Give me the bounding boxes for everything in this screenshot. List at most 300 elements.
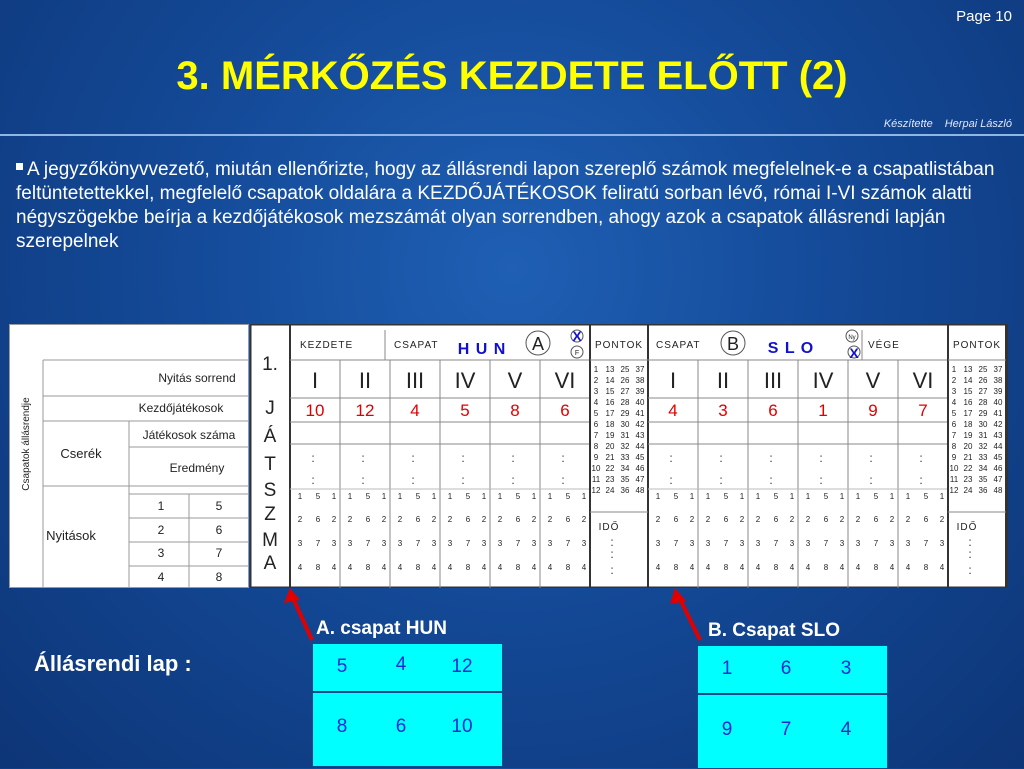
roman-numeral: I (311, 368, 319, 393)
points-number: 13 (963, 365, 973, 374)
points-number: 35 (620, 475, 630, 484)
rotation-number: 2 (805, 515, 811, 524)
rotation-number: 2 (431, 515, 437, 524)
sheet-row-label: Kezdőjátékosok (138, 401, 224, 415)
points-number: 28 (978, 398, 988, 407)
points-number: 22 (605, 464, 615, 473)
points-number: 12 (591, 486, 601, 495)
colon-dot: : (610, 535, 614, 549)
rotation-number: 3 (739, 539, 745, 548)
rotation-number: 4 (497, 563, 503, 572)
rotation-number: 4 (531, 563, 537, 572)
rotation-number: 3 (855, 539, 861, 548)
rotation-number: 5 (673, 492, 679, 501)
points-number: 12 (949, 486, 959, 495)
points-number: 11 (591, 475, 601, 484)
colon-dot: : (968, 547, 972, 561)
slide-title: 3. MÉRKŐZÉS KEZDETE ELŐTT (2) (176, 54, 848, 98)
points-number: 31 (978, 431, 988, 440)
rotation-number: 5 (565, 492, 571, 501)
points-number: 31 (620, 431, 630, 440)
rotation-number: 5 (923, 492, 929, 501)
rotation-number: 8 (873, 563, 879, 572)
rotation-number: 3 (689, 539, 695, 548)
points-number: 26 (620, 376, 630, 385)
points-number: 41 (635, 409, 645, 418)
points-number: 18 (963, 420, 973, 429)
starter-number: 4 (410, 401, 420, 420)
rotation-number: 3 (297, 539, 303, 548)
rotation-number: 5 (723, 492, 729, 501)
sheet-row-label: Nyitás sorrend (158, 371, 236, 385)
lineup-number: 3 (840, 658, 852, 679)
points-number: 33 (978, 453, 988, 462)
points-number: 7 (951, 431, 957, 440)
rotation-number: 6 (723, 515, 729, 524)
points-number: 5 (593, 409, 599, 418)
points-number: 1 (951, 365, 957, 374)
points-number: 19 (963, 431, 973, 440)
starter-number: 9 (868, 401, 878, 420)
points-number: 48 (993, 486, 1003, 495)
points-number: 19 (605, 431, 615, 440)
rotation-number: 7 (723, 539, 729, 548)
points-number: 29 (620, 409, 630, 418)
rotation-number: 1 (939, 492, 945, 501)
colon-dot: : (361, 473, 365, 487)
starter-number: 3 (718, 401, 728, 420)
colon-dot: : (561, 473, 565, 487)
colon-dot: : (819, 451, 823, 465)
set-label-letter: T (264, 454, 276, 475)
sheet-number: 1 (157, 499, 165, 513)
rotation-number: 2 (481, 515, 487, 524)
points-number: 16 (963, 398, 973, 407)
rotation-number: 7 (315, 539, 321, 548)
rotation-number: 5 (365, 492, 371, 501)
rotation-number: 1 (755, 492, 761, 501)
rotation-number: 3 (547, 539, 553, 548)
points-number: 44 (993, 442, 1003, 451)
rotation-number: 4 (855, 563, 861, 572)
rotation-number: 7 (673, 539, 679, 548)
points-number: 30 (620, 420, 630, 429)
sheet-number: 2 (157, 523, 165, 537)
rotation-number: 8 (465, 563, 471, 572)
rotation-number: 6 (823, 515, 829, 524)
points-number: 20 (605, 442, 615, 451)
set-label-letter: Z (264, 504, 276, 525)
colon-dot: : (869, 473, 873, 487)
team-b-name: S L O (767, 340, 815, 357)
rotation-number: 4 (705, 563, 711, 572)
roman-numeral: III (763, 368, 783, 393)
starter-number: 4 (668, 401, 678, 420)
points-number: 8 (951, 442, 957, 451)
points-number: 22 (963, 464, 973, 473)
rotation-number: 3 (655, 539, 661, 548)
colon-dot: : (411, 451, 415, 465)
rotation-number: 5 (873, 492, 879, 501)
rotation-number: 1 (547, 492, 553, 501)
points-number: 35 (978, 475, 988, 484)
rotation-number: 2 (789, 515, 795, 524)
rotation-number: 8 (723, 563, 729, 572)
vege-label: VÉGE (868, 340, 900, 351)
rotation-number: 4 (905, 563, 911, 572)
rotation-number: 6 (923, 515, 929, 524)
rotation-number: 2 (397, 515, 403, 524)
points-number: 26 (978, 376, 988, 385)
ido-label: IDŐ (598, 522, 620, 533)
sheet-number: 5 (215, 499, 223, 513)
points-number: 46 (993, 464, 1003, 473)
rotation-number: 2 (347, 515, 353, 524)
sheet-number: 7 (215, 546, 223, 560)
sheet-row-label: Játékosok száma (142, 428, 236, 442)
page-number: Page 10 (956, 8, 1012, 25)
roman-numeral: IV (812, 368, 834, 393)
points-number: 24 (963, 486, 973, 495)
rotation-number: 2 (939, 515, 945, 524)
rotation-number: 2 (297, 515, 303, 524)
rotation-number: 1 (481, 492, 487, 501)
rotation-number: 1 (739, 492, 745, 501)
colon-dot: : (968, 535, 972, 549)
points-number: 42 (993, 420, 1003, 429)
team-a-label: A. csapat HUN (316, 618, 447, 639)
points-number: 45 (993, 453, 1003, 462)
points-number: 47 (993, 475, 1003, 484)
lineup-number: 7 (780, 719, 792, 740)
sheet-row-label: Cserék (60, 446, 102, 461)
rotation-number: 1 (297, 492, 303, 501)
colon-dot: : (919, 451, 923, 465)
colon-dot: : (968, 563, 972, 577)
points-number: 33 (620, 453, 630, 462)
rotation-number: 1 (689, 492, 695, 501)
rotation-number: 1 (655, 492, 661, 501)
points-number: 27 (620, 387, 630, 396)
points-number: 23 (605, 475, 615, 484)
rotation-number: 7 (773, 539, 779, 548)
points-number: 24 (605, 486, 615, 495)
rotation-number: 5 (515, 492, 521, 501)
box-divider (313, 691, 502, 693)
serve-mark: X (572, 328, 582, 344)
colon-dot: : (311, 451, 315, 465)
rotation-number: 7 (365, 539, 371, 548)
rotation-number: 8 (923, 563, 929, 572)
roman-numeral: VI (912, 368, 934, 393)
rotation-number: 2 (705, 515, 711, 524)
rotation-number: 4 (581, 563, 587, 572)
team-a-name: H U N (457, 341, 507, 358)
rotation-number: 6 (315, 515, 321, 524)
kezdete-label: KEZDETE (300, 340, 354, 351)
roman-numeral: IV (454, 368, 476, 393)
team-b-letter: B (726, 334, 740, 354)
rotation-number: 4 (397, 563, 403, 572)
pontok-label: PONTOK (594, 340, 644, 351)
points-number: 37 (635, 365, 645, 374)
rotation-number: 2 (755, 515, 761, 524)
rotation-number: 4 (889, 563, 895, 572)
rotation-number: 3 (381, 539, 387, 548)
rotation-number: 1 (789, 492, 795, 501)
rotation-number: 2 (889, 515, 895, 524)
points-number: 21 (605, 453, 615, 462)
rotation-number: 4 (297, 563, 303, 572)
rotation-number: 3 (431, 539, 437, 548)
points-number: 34 (620, 464, 630, 473)
points-number: 21 (963, 453, 973, 462)
points-number: 17 (605, 409, 615, 418)
points-number: 2 (593, 376, 599, 385)
rotation-number: 7 (823, 539, 829, 548)
rotation-number: 1 (705, 492, 711, 501)
rotation-number: 6 (873, 515, 879, 524)
rotation-number: 4 (331, 563, 337, 572)
set-label-letter: 1. (262, 354, 278, 375)
colon-dot: : (719, 473, 723, 487)
rotation-number: 5 (823, 492, 829, 501)
rotation-number: 2 (739, 515, 745, 524)
rotation-number: 2 (447, 515, 453, 524)
roman-numeral: VI (554, 368, 576, 393)
rotation-number: 3 (789, 539, 795, 548)
rotation-number: 7 (415, 539, 421, 548)
points-number: 44 (635, 442, 645, 451)
roman-numeral: III (405, 368, 425, 393)
rotation-number: 6 (365, 515, 371, 524)
rotation-number: 4 (689, 563, 695, 572)
points-number: 45 (635, 453, 645, 462)
points-number: 47 (635, 475, 645, 484)
rotation-number: 8 (773, 563, 779, 572)
points-number: 6 (951, 420, 957, 429)
team-a-letter: A (531, 334, 545, 354)
points-number: 40 (993, 398, 1003, 407)
roman-numeral: V (507, 368, 523, 393)
rotation-number: 3 (939, 539, 945, 548)
points-number: 4 (593, 398, 599, 407)
colon-dot: : (511, 451, 515, 465)
rotation-number: 7 (465, 539, 471, 548)
points-number: 32 (620, 442, 630, 451)
points-number: 39 (993, 387, 1003, 396)
colon-dot: : (610, 547, 614, 561)
points-number: 8 (593, 442, 599, 451)
team-a-lineup-box (312, 643, 503, 767)
points-number: 29 (978, 409, 988, 418)
rotation-number: 4 (739, 563, 745, 572)
points-number: 6 (593, 420, 599, 429)
rotation-number: 1 (531, 492, 537, 501)
points-number: 5 (951, 409, 957, 418)
rotation-number: 1 (839, 492, 845, 501)
rotation-number: 8 (315, 563, 321, 572)
rotation-number: 1 (855, 492, 861, 501)
rotation-number: 8 (365, 563, 371, 572)
points-number: 34 (978, 464, 988, 473)
rotation-number: 4 (805, 563, 811, 572)
roman-numeral: I (669, 368, 677, 393)
sheet-side-label: Csapatok állásrendje (21, 397, 32, 491)
rotation-number: 6 (565, 515, 571, 524)
points-number: 30 (978, 420, 988, 429)
rotation-number: 4 (755, 563, 761, 572)
rotation-number: 4 (547, 563, 553, 572)
csapat-label: CSAPAT (656, 340, 701, 351)
rotation-number: 3 (481, 539, 487, 548)
lineup-number: 1 (721, 658, 733, 679)
rotation-number: 1 (905, 492, 911, 501)
colon-dot: : (561, 451, 565, 465)
team-b-label: B. Csapat SLO (708, 620, 840, 641)
sheet-number: 8 (215, 570, 223, 584)
set-label-letter: S (263, 480, 277, 501)
lineup-number: 4 (840, 719, 852, 740)
roman-numeral: II (716, 368, 730, 393)
roman-numeral: V (865, 368, 881, 393)
rotation-number: 6 (465, 515, 471, 524)
rotation-number: 4 (481, 563, 487, 572)
set-label-letter: Á (263, 426, 277, 447)
author-name: Herpai László (944, 118, 1012, 130)
rotation-number: 1 (397, 492, 403, 501)
points-number: 7 (593, 431, 599, 440)
points-number: 36 (978, 486, 988, 495)
colon-dot: : (511, 473, 515, 487)
rotation-number: 6 (673, 515, 679, 524)
rotation-number: 2 (547, 515, 553, 524)
lineup-number: 5 (336, 656, 348, 677)
points-number: 36 (620, 486, 630, 495)
rotation-number: 4 (447, 563, 453, 572)
points-number: 25 (978, 365, 988, 374)
points-number: 38 (635, 376, 645, 385)
colon-dot: : (919, 473, 923, 487)
rotation-number: 5 (415, 492, 421, 501)
points-number: 1 (593, 365, 599, 374)
roman-numeral: II (358, 368, 372, 393)
rotation-number: 4 (431, 563, 437, 572)
author-label: Készítette (883, 118, 933, 130)
points-number: 18 (605, 420, 615, 429)
box-divider (698, 693, 887, 695)
points-number: 3 (951, 387, 957, 396)
pontok-label: PONTOK (952, 340, 1002, 351)
points-number: 4 (951, 398, 957, 407)
points-number: 41 (993, 409, 1003, 418)
rotation-number: 1 (447, 492, 453, 501)
rotation-number: 3 (347, 539, 353, 548)
points-number: 46 (635, 464, 645, 473)
points-number: 32 (978, 442, 988, 451)
points-number: 39 (635, 387, 645, 396)
points-number: 40 (635, 398, 645, 407)
starter-number: 1 (818, 401, 828, 420)
colon-dot: : (361, 451, 365, 465)
starter-number: 6 (768, 401, 778, 420)
set-label-letter: J (265, 398, 275, 419)
points-number: 15 (963, 387, 973, 396)
colon-dot: : (869, 451, 873, 465)
points-number: 10 (591, 464, 601, 473)
sheet-number: 4 (157, 570, 165, 584)
points-number: 20 (963, 442, 973, 451)
points-number: 37 (993, 365, 1003, 374)
rotation-number: 2 (655, 515, 661, 524)
rotation-number: 1 (331, 492, 337, 501)
colon-dot: : (311, 473, 315, 487)
colon-dot: : (669, 473, 673, 487)
colon-dot: : (461, 451, 465, 465)
points-number: 14 (605, 376, 615, 385)
rotation-number: 3 (447, 539, 453, 548)
points-number: 9 (951, 453, 957, 462)
rotation-number: 2 (331, 515, 337, 524)
rotation-number: 1 (805, 492, 811, 501)
ny-mark: Ny (848, 335, 856, 341)
points-number: 10 (949, 464, 959, 473)
points-number: 28 (620, 398, 630, 407)
rotation-number: 5 (773, 492, 779, 501)
rotation-number: 4 (347, 563, 353, 572)
rotation-number: 7 (923, 539, 929, 548)
rotation-number: 3 (805, 539, 811, 548)
rotation-number: 3 (531, 539, 537, 548)
rotation-number: 7 (515, 539, 521, 548)
rotation-number: 2 (905, 515, 911, 524)
starter-number: 12 (355, 401, 375, 420)
points-number: 42 (635, 420, 645, 429)
points-number: 43 (993, 431, 1003, 440)
points-number: 25 (620, 365, 630, 374)
points-number: 2 (951, 376, 957, 385)
rotation-number: 6 (515, 515, 521, 524)
points-number: 16 (605, 398, 615, 407)
colon-dot: : (769, 451, 773, 465)
rotation-number: 6 (415, 515, 421, 524)
colon-dot: : (719, 451, 723, 465)
rotation-number: 6 (773, 515, 779, 524)
points-number: 43 (635, 431, 645, 440)
colon-dot: : (610, 563, 614, 577)
ido-label: IDŐ (956, 522, 978, 533)
starter-number: 6 (560, 401, 570, 420)
rotation-number: 8 (415, 563, 421, 572)
lineup-number: 6 (395, 716, 407, 737)
rotation-number: 2 (689, 515, 695, 524)
points-number: 23 (963, 475, 973, 484)
sheet-row-label: Eredmény (169, 461, 225, 475)
sheet-number: 6 (215, 523, 223, 537)
paragraph-text: A jegyzőkönyvvezető, miután ellenőrizte, hogy az állásrendi lapon szereplő számok megfelelnek-e a csapatlistában feltüntetettekkel, megfelelő csapatok oldalára a KEZDŐJÁTÉKOSOK feliratú sorban lévő, római I-VI számok alatti négyszögekbe beírja a kezdőjátékosok mezszámát olyan sorrendben, ahogy azok a csapatok állásrendi lapján szerepelnek (16, 159, 995, 252)
lineup-number: 9 (721, 719, 733, 740)
rotation-number: 3 (497, 539, 503, 548)
starter-number: 8 (510, 401, 520, 420)
rotation-number: 4 (839, 563, 845, 572)
rotation-number: 2 (381, 515, 387, 524)
rotation-number: 7 (873, 539, 879, 548)
colon-dot: : (461, 473, 465, 487)
rotation-number: 1 (381, 492, 387, 501)
rotation-number: 3 (581, 539, 587, 548)
serve-mark: X (849, 345, 859, 361)
colon-dot: : (819, 473, 823, 487)
